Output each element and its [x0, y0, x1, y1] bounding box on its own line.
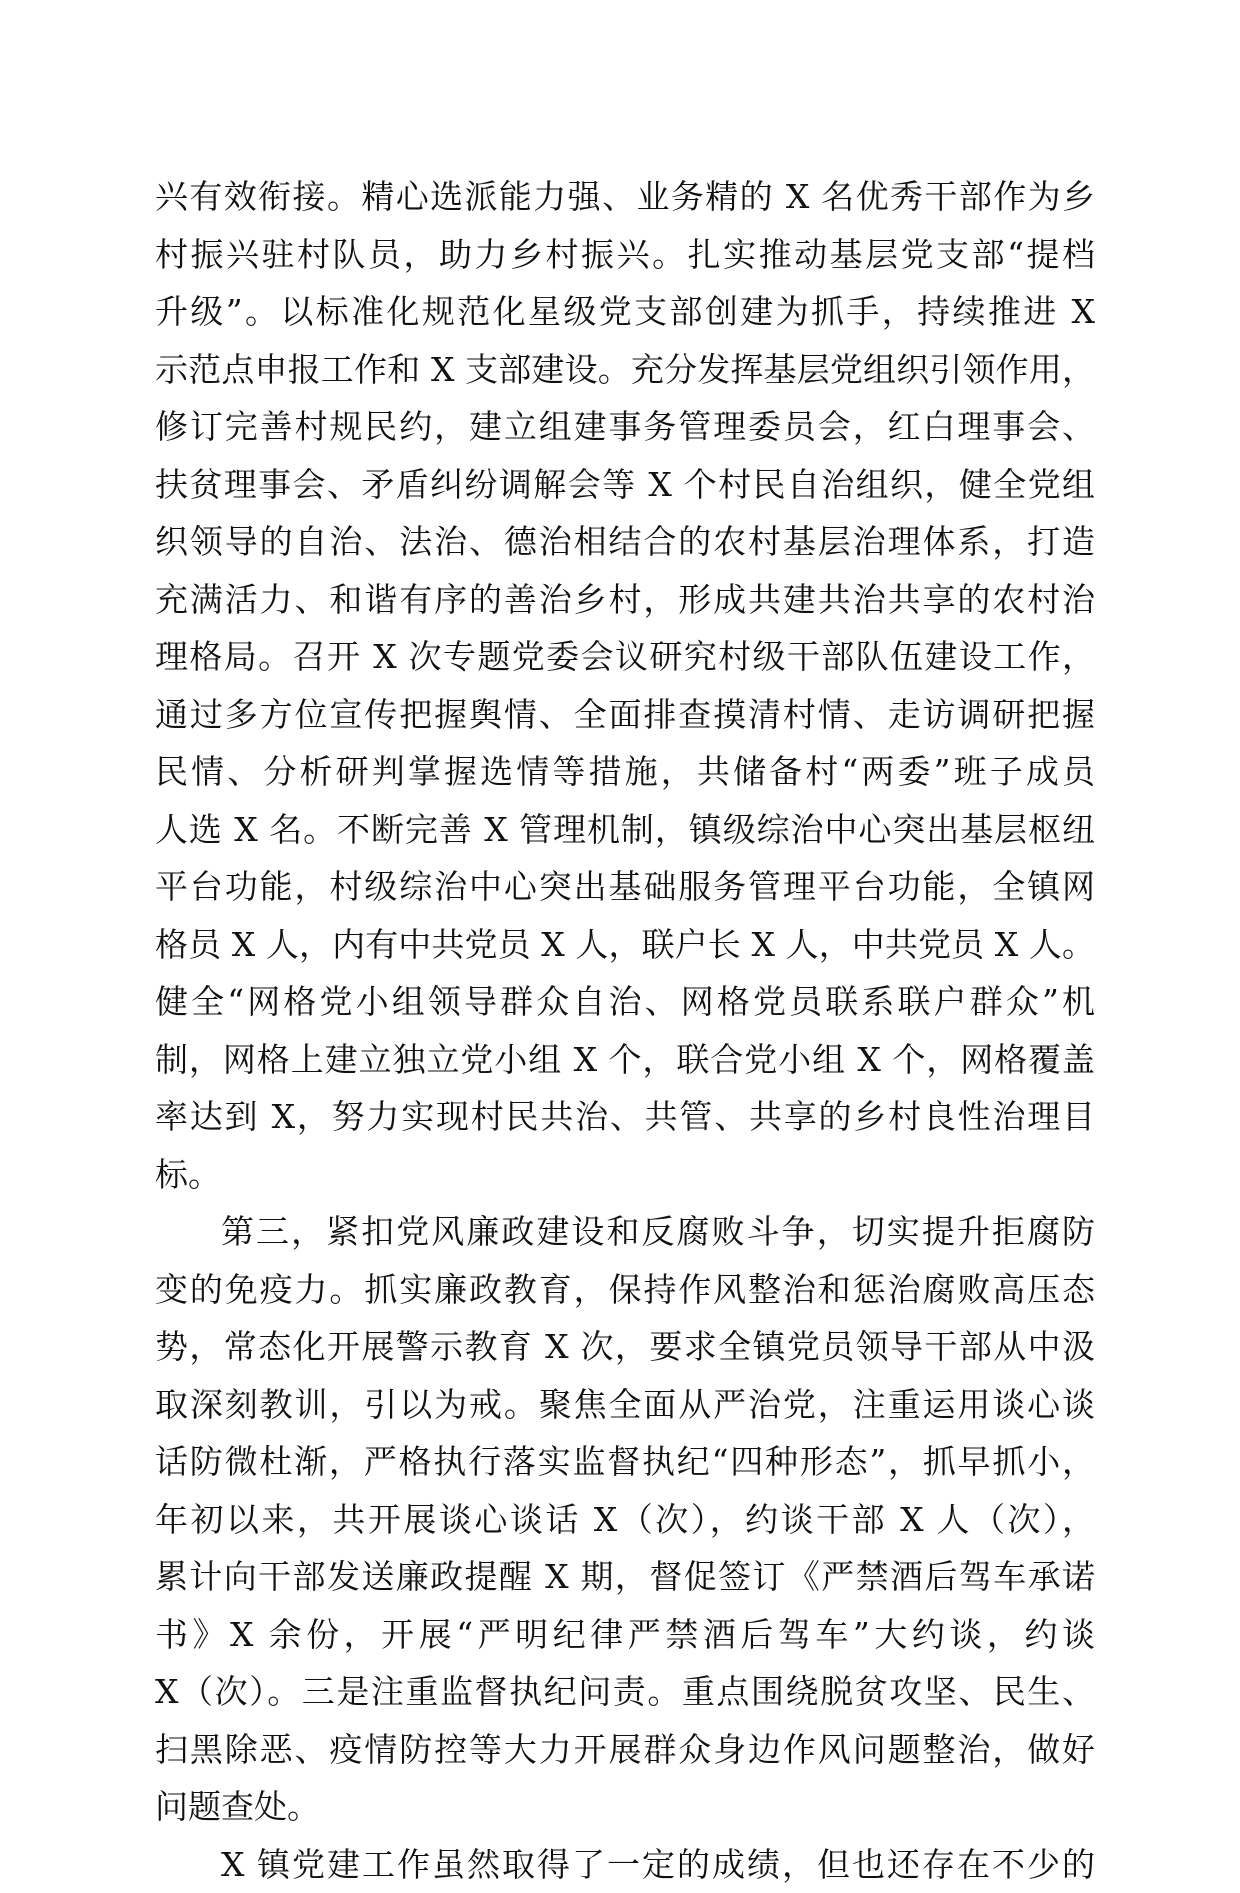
- paragraph-continuation: [155, 168, 1095, 1203]
- paragraph-closing: [155, 1836, 1095, 1893]
- text-line: 取深刻教训，引以为戒。聚焦全面从严治党，注重运用谈心谈: [155, 1376, 1095, 1434]
- text-line: 制，网格上建立独立党小组 X 个，联合党小组 X 个，网格覆盖: [155, 1031, 1095, 1089]
- text-line: 格员 X 人，内有中共党员 X 人，联户长 X 人，中共党员 X 人。: [155, 916, 1095, 974]
- text-line: 织领导的自治、法治、德治相结合的农村基层治理体系，打造: [155, 513, 1095, 571]
- text-line: 平台功能，村级综治中心突出基础服务管理平台功能，全镇网: [155, 858, 1095, 916]
- text-line: 民情、分析研判掌握选情等措施，共储备村“两委”班子成员: [155, 743, 1095, 801]
- text-line: 势，常态化开展警示教育 X 次，要求全镇党员领导干部从中汲: [155, 1318, 1095, 1376]
- text-line: 升级”。以标准化规范化星级党支部创建为抓手，持续推进 X: [155, 283, 1095, 341]
- text-line: 充满活力、和谐有序的善治乡村，形成共建共治共享的农村治: [155, 571, 1095, 629]
- text-line: 兴有效衔接。精心选派能力强、业务精的 X 名优秀干部作为乡: [155, 168, 1095, 226]
- text-line: 人选 X 名。不断完善 X 管理机制，镇级综治中心突出基层枢纽: [155, 801, 1095, 859]
- text-line: 通过多方位宣传把握舆情、全面排查摸清村情、走访调研把握: [155, 686, 1095, 744]
- text-line: 扶贫理事会、矛盾纠纷调解会等 X 个村民自治组织，健全党组: [155, 456, 1095, 514]
- paragraph-third-point: [155, 1203, 1095, 1836]
- text-line: X（次）。三是注重监督执纪问责。重点围绕脱贫攻坚、民生、: [155, 1663, 1095, 1721]
- text-line: 示范点申报工作和 X 支部建设。充分发挥基层党组织引领作用，: [155, 341, 1095, 399]
- text-line: 变的免疫力。抓实廉政教育，保持作风整治和惩治腐败高压态: [155, 1261, 1095, 1319]
- text-line: 第三，紧扣党风廉政建设和反腐败斗争，切实提升拒腐防: [155, 1203, 1095, 1261]
- text-line: 书》X 余份，开展“严明纪律严禁酒后驾车”大约谈，约谈: [155, 1606, 1095, 1664]
- text-line: 修订完善村规民约，建立组建事务管理委员会，红白理事会、: [155, 398, 1095, 456]
- text-line: 话防微杜渐，严格执行落实监督执纪“四种形态”，抓早抓小，: [155, 1433, 1095, 1491]
- text-line: 健全“网格党小组领导群众自治、网格党员联系联户群众”机: [155, 973, 1095, 1031]
- text-line: 扫黑除恶、疫情防控等大力开展群众身边作风问题整治，做好: [155, 1721, 1095, 1779]
- text-line: 年初以来，共开展谈心谈话 X（次），约谈干部 X 人（次），: [155, 1491, 1095, 1549]
- text-line: 率达到 X，努力实现村民共治、共管、共享的乡村良性治理目: [155, 1088, 1095, 1146]
- document-body: [155, 168, 1095, 1893]
- text-line: 累计向干部发送廉政提醒 X 期，督促签订《严禁酒后驾车承诺: [155, 1548, 1095, 1606]
- text-line: 理格局。召开 X 次专题党委会议研究村级干部队伍建设工作，: [155, 628, 1095, 686]
- text-line: X 镇党建工作虽然取得了一定的成绩，但也还存在不少的: [155, 1836, 1095, 1893]
- text-line: 标。: [155, 1146, 1095, 1204]
- text-line: 村振兴驻村队员，助力乡村振兴。扎实推动基层党支部“提档: [155, 226, 1095, 284]
- text-line: 问题查处。: [155, 1778, 1095, 1836]
